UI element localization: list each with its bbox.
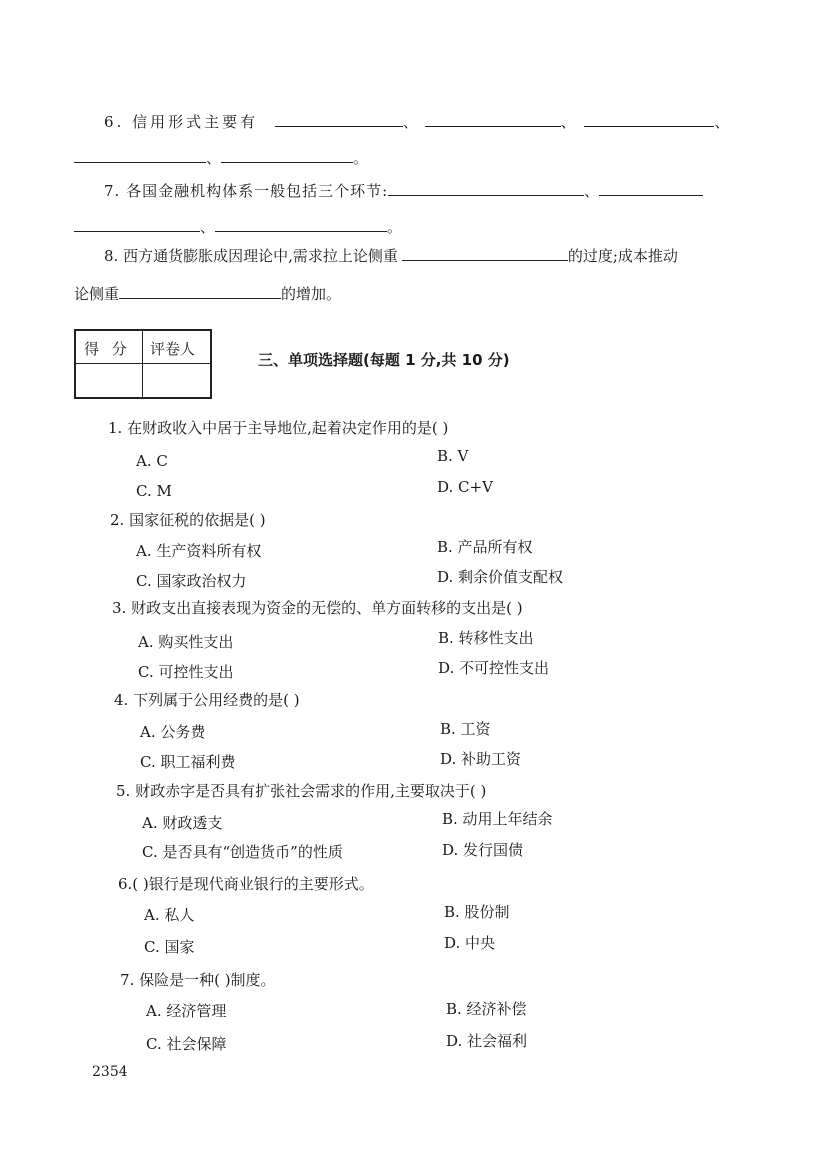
option-d[interactable]: D. 发行国债 [442, 841, 524, 859]
question-text: 8. 西方通货膨胀成因理论中,需求拉上论侧重 [104, 247, 398, 265]
option-d[interactable]: D. 剩余价值支配权 [437, 568, 564, 586]
option-d[interactable]: D. C+V [437, 478, 493, 496]
option-c[interactable]: C. 社会保障 [146, 1035, 227, 1053]
fill-question-6 [104, 112, 729, 132]
answer-blank[interactable] [599, 181, 703, 196]
question-5: 5. 财政赤字是否具有扩张社会需求的作用,主要取决于( ) [116, 782, 487, 800]
option-c[interactable]: C. 国家 [144, 938, 195, 956]
option-b[interactable]: B. 动用上年结余 [442, 810, 553, 828]
answer-blank[interactable] [584, 112, 714, 127]
option-b[interactable]: B. 产品所有权 [437, 538, 533, 556]
score-box [74, 329, 212, 399]
question-2: 2. 国家征税的依据是( ) [110, 511, 266, 529]
option-c[interactable]: C. 可控性支出 [138, 663, 234, 681]
option-b[interactable]: B. V [437, 447, 469, 465]
fill-question-8 [104, 246, 678, 266]
question-3: 3. 财政支出直接表现为资金的无偿的、单方面转移的支出是( ) [112, 599, 523, 617]
fill-question-8-line2 [74, 284, 341, 304]
answer-blank[interactable] [425, 112, 561, 127]
answer-blank[interactable] [388, 181, 584, 196]
option-a[interactable]: A. C [136, 452, 168, 470]
separator: 、 [206, 149, 222, 167]
option-a[interactable]: A. 生产资料所有权 [136, 542, 262, 560]
option-b[interactable]: B. 经济补偿 [446, 1000, 527, 1018]
option-d[interactable]: D. 中央 [444, 934, 496, 952]
option-d[interactable]: D. 社会福利 [446, 1032, 528, 1050]
option-b[interactable]: B. 股份制 [444, 903, 510, 921]
answer-blank[interactable] [74, 148, 206, 163]
option-c[interactable]: C. 是否具有“创造货币”的性质 [142, 843, 343, 861]
answer-blank[interactable] [275, 112, 403, 127]
period: 。 [387, 218, 403, 236]
question-text: 的过度;成本推动 [567, 247, 678, 265]
score-cell[interactable] [76, 364, 142, 397]
option-c[interactable]: C. M [136, 482, 172, 500]
question-6: 6.( )银行是现代商业银行的主要形式。 [118, 875, 374, 893]
question-text: 的增加。 [281, 285, 342, 303]
grader-cell[interactable] [143, 364, 210, 397]
section-title: 三、单项选择题(每题 1 分,共 10 分) [258, 351, 510, 369]
option-a[interactable]: A. 公务费 [140, 723, 206, 741]
fill-question-6-line2 [74, 148, 368, 168]
fill-question-7 [104, 181, 703, 201]
separator: 、 [560, 113, 576, 131]
period: 。 [353, 149, 369, 167]
option-d[interactable]: D. 不可控性支出 [438, 659, 550, 677]
question-7: 7. 保险是一种( )制度。 [120, 971, 276, 989]
option-b[interactable]: B. 工资 [440, 720, 491, 738]
option-a[interactable]: A. 财政透支 [142, 814, 223, 832]
option-d[interactable]: D. 补助工资 [440, 750, 522, 768]
option-c[interactable]: C. 职工福利费 [140, 753, 236, 771]
option-a[interactable]: A. 购买性支出 [138, 633, 234, 651]
separator: 、 [714, 113, 730, 131]
option-b[interactable]: B. 转移性支出 [438, 629, 534, 647]
question-text: 6. 信用形式主要有 [104, 113, 259, 131]
separator: 、 [200, 218, 216, 236]
option-a[interactable]: A. 经济管理 [146, 1002, 227, 1020]
grader-label: 评卷人 [150, 340, 196, 358]
option-a[interactable]: A. 私人 [144, 906, 195, 924]
separator: 、 [584, 182, 600, 200]
question-text: 7. 各国金融机构体系一般包括三个环节: [104, 182, 389, 200]
question-1: 1. 在财政收入中居于主导地位,起着决定作用的是( ) [108, 419, 449, 437]
question-text: 论侧重 [74, 285, 120, 303]
page-number: 2354 [92, 1064, 128, 1080]
answer-blank[interactable] [221, 148, 353, 163]
answer-blank[interactable] [215, 217, 387, 232]
fill-question-7-line2 [74, 217, 402, 237]
question-4: 4. 下列属于公用经费的是( ) [114, 691, 300, 709]
answer-blank[interactable] [74, 217, 200, 232]
answer-blank[interactable] [402, 246, 568, 261]
option-c[interactable]: C. 国家政治权力 [136, 572, 247, 590]
separator: 、 [402, 113, 418, 131]
answer-blank[interactable] [119, 284, 281, 299]
score-label: 得 分 [84, 340, 131, 358]
